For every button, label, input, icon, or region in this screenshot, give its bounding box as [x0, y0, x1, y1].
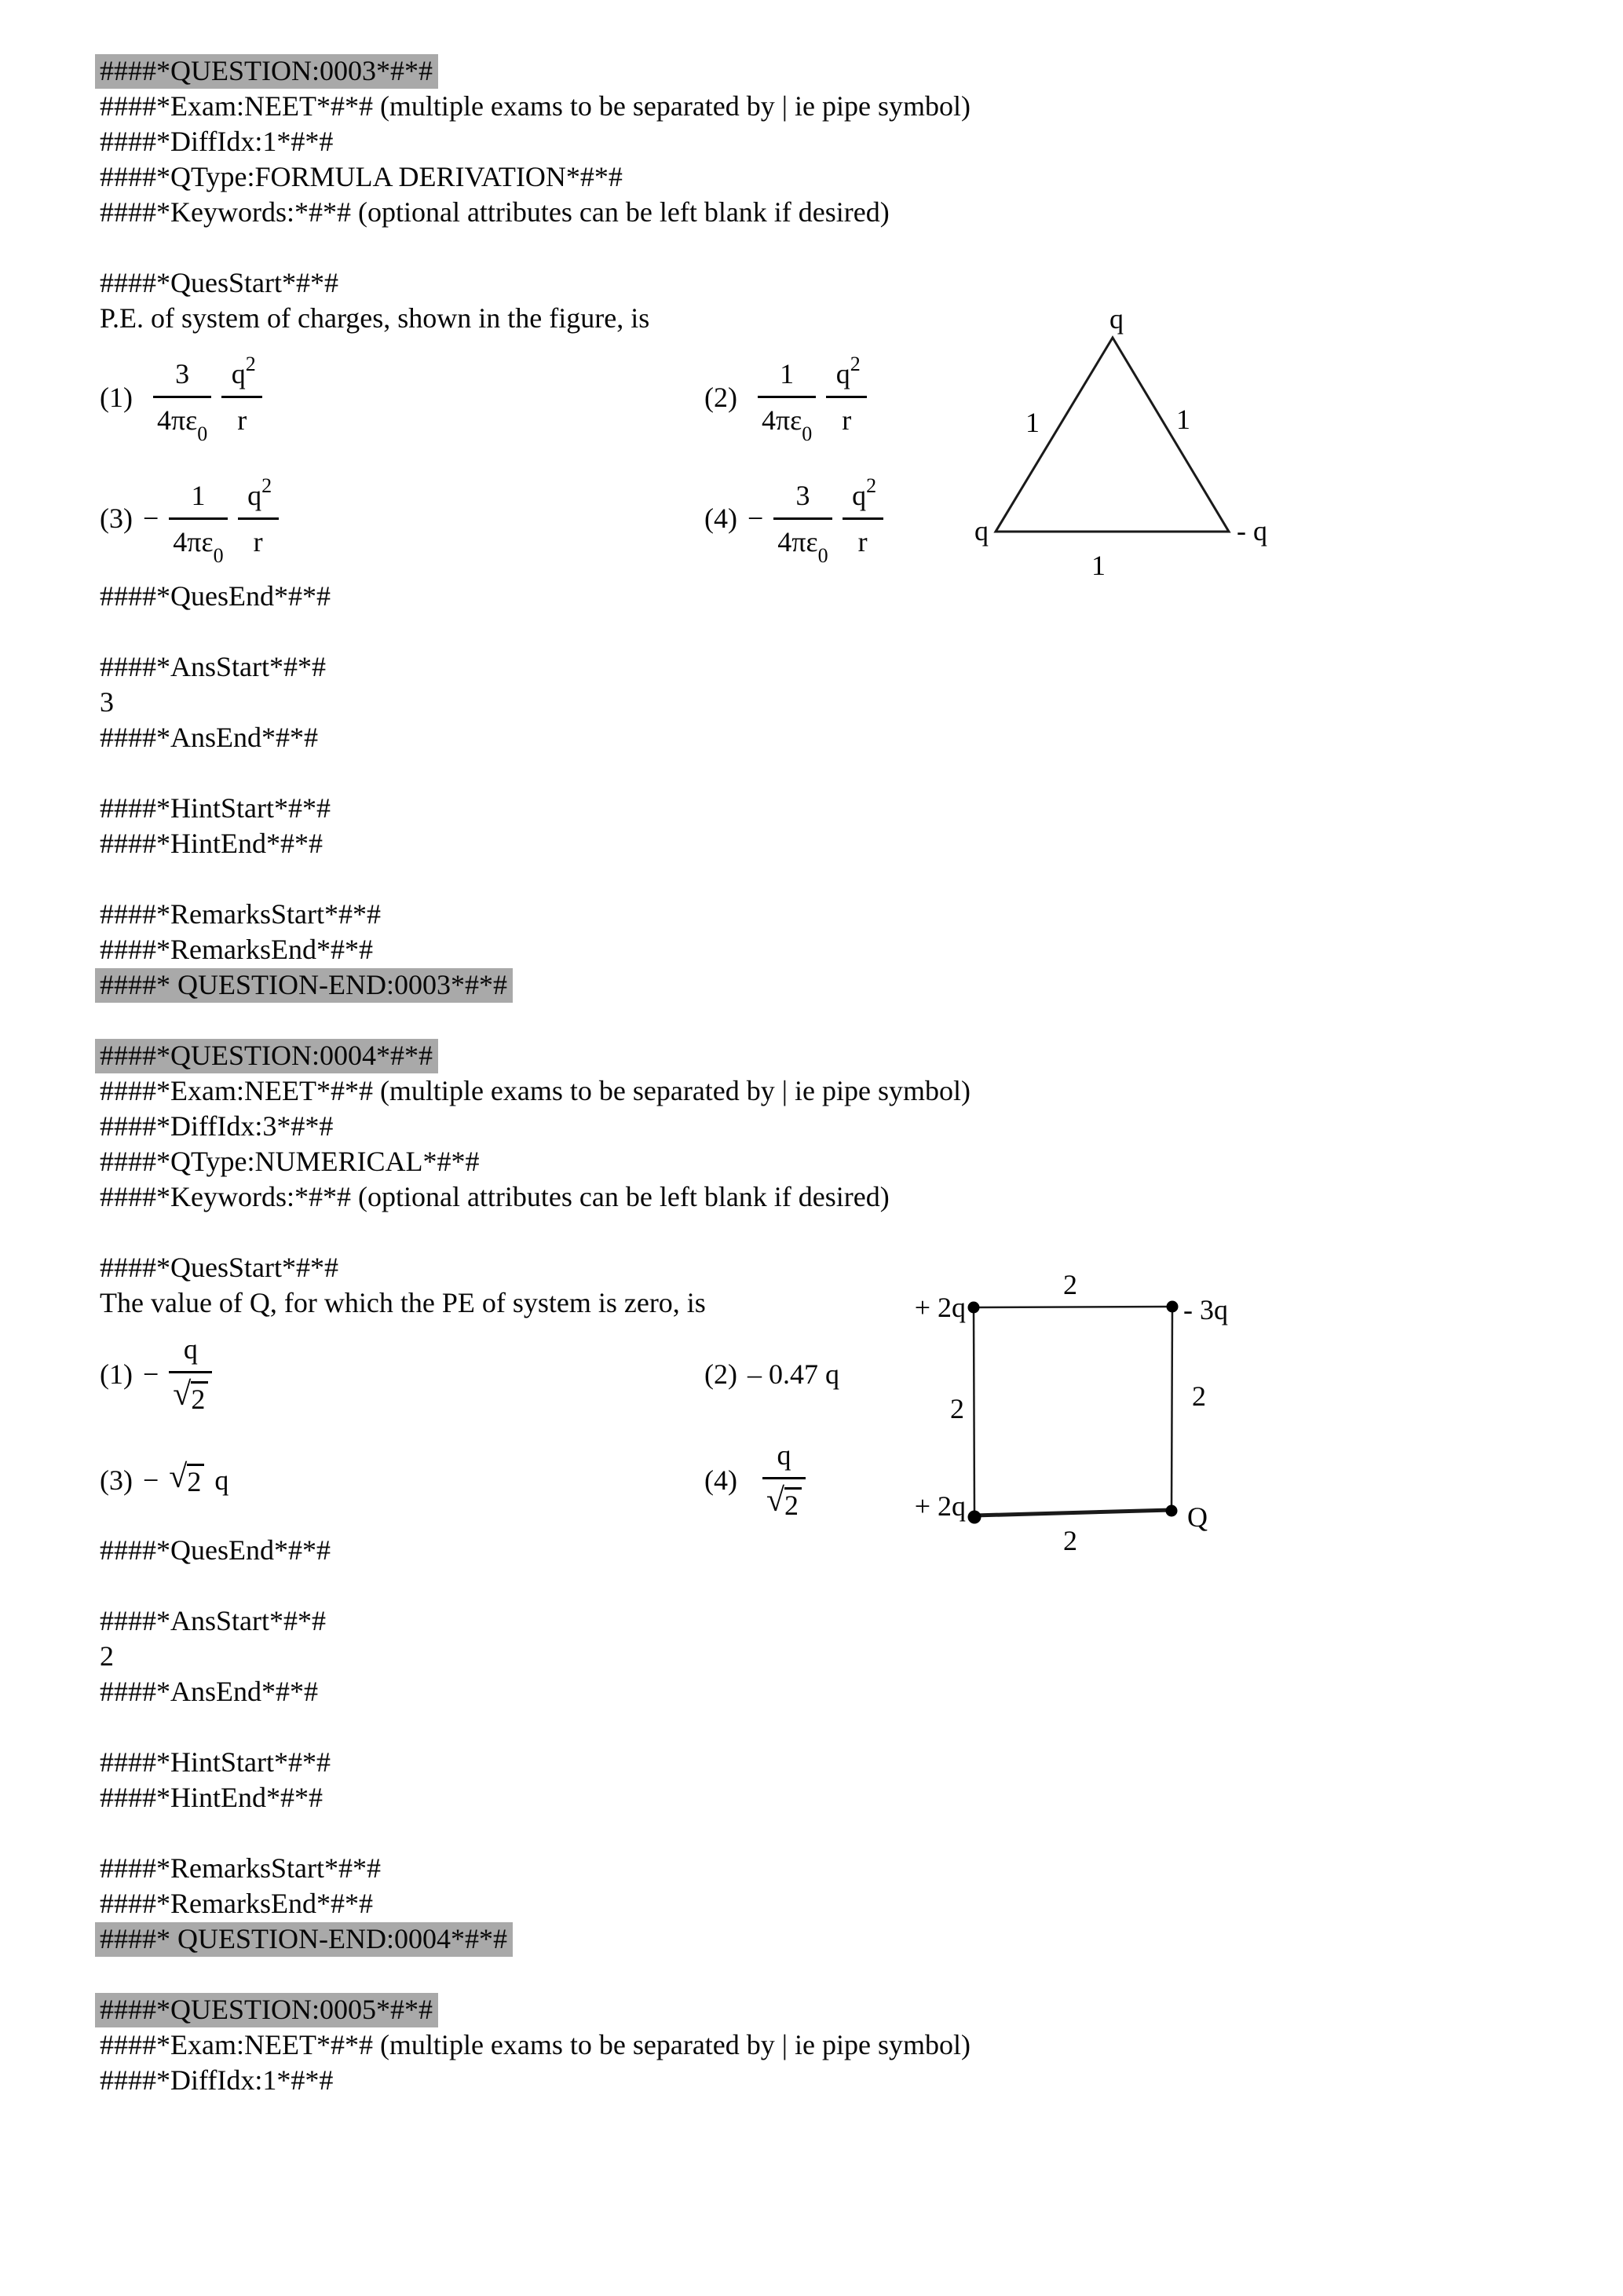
radicand: 2	[187, 1464, 204, 1496]
fraction-numerator: q	[183, 1333, 198, 1365]
q4-qtype-line: ####*QType:NUMERICAL*#*#	[100, 1146, 480, 1177]
fraction-denominator: r	[842, 404, 852, 436]
q-over-sqrt2-fraction	[169, 1335, 212, 1413]
q4-options-row-2	[100, 1427, 885, 1533]
charge-symbol: q	[835, 358, 850, 389]
blank-line	[100, 614, 885, 649]
q3-ansstart-line: ####*AnsStart*#*#	[100, 651, 326, 682]
q4-ansend-line: ####*AnsEnd*#*#	[100, 1676, 318, 1707]
radical-sign: √	[169, 1459, 188, 1495]
triangle-left-side-length: 1	[1025, 407, 1040, 438]
blank-line	[100, 861, 885, 897]
q3-remarksend-line: ####*RemarksEnd*#*#	[100, 934, 373, 965]
corner-dot-bottom-left	[968, 1511, 981, 1524]
q3-options-row-2	[100, 458, 885, 579]
fraction-denominator	[169, 1373, 212, 1413]
radical-sign: √	[173, 1376, 192, 1413]
q4-header-marker: ####*QUESTION:0004*#*#	[95, 1039, 438, 1073]
blank-line	[100, 1215, 885, 1250]
fraction-denominator	[773, 520, 832, 567]
fraction-denominator: r	[237, 404, 247, 436]
option-label: (1)	[100, 1358, 133, 1390]
q4-option-2	[704, 1321, 839, 1427]
q3-exam-line: ####*Exam:NEET*#*# (multiple exams to be separated by | ie pipe symbol)	[100, 90, 971, 122]
q3-keywords-line: ####*Keywords:*#*# (optional attributes can be left blank if desired)	[100, 196, 890, 228]
blank-line	[100, 1709, 885, 1745]
epsilon-term: 4πε	[156, 404, 198, 436]
q4-option-3	[100, 1459, 229, 1497]
q4-option-1	[100, 1335, 212, 1413]
fraction-denominator	[758, 398, 816, 445]
q3-remarksstart-line: ####*RemarksStart*#*#	[100, 898, 381, 930]
q4-answer-value: 2	[100, 1640, 114, 1672]
charge-exponent: 2	[866, 473, 877, 497]
charge-fraction	[238, 473, 279, 558]
q3-option-3	[100, 473, 279, 567]
square-tl-charge-label: + 2q	[914, 1292, 966, 1323]
q3-quesend-line: ####*QuesEnd*#*#	[100, 580, 331, 612]
option-label: (4)	[704, 1464, 737, 1496]
q4-question-text: The value of Q, for which the PE of system is zero, is	[100, 1287, 706, 1318]
q3-ansend-line: ####*AnsEnd*#*#	[100, 722, 318, 753]
fraction-numerator	[832, 353, 861, 396]
blank-line	[100, 1815, 885, 1851]
option-label: (4)	[704, 503, 737, 534]
blank-line	[100, 1003, 885, 1038]
fraction-numerator: 1	[780, 358, 795, 389]
square-bl-charge-label: + 2q	[914, 1490, 966, 1522]
option-label: (2)	[704, 1358, 737, 1390]
q5-header-line	[100, 1992, 885, 2027]
triangle-right-charge-label: - q	[1237, 515, 1267, 547]
triangle-apex-charge-label: q	[1109, 303, 1124, 335]
q3-header-marker: ####*QUESTION:0003*#*#	[95, 54, 438, 89]
q5-diffidx-line: ####*DiffIdx:1*#*#	[100, 2064, 334, 2096]
square-left-side-length: 2	[950, 1393, 964, 1424]
option-label: (3)	[100, 1464, 133, 1496]
fraction-numerator: 1	[191, 479, 206, 511]
corner-dot-bottom-right	[1166, 1505, 1178, 1517]
option-sign: −	[142, 1464, 159, 1496]
q3-question-text: P.E. of system of charges, shown in the figure, is	[100, 302, 650, 334]
q3-hintend-line: ####*HintEnd*#*#	[100, 828, 323, 859]
q3-option-2	[704, 336, 867, 458]
charge-symbol: q	[231, 358, 246, 389]
sqrt-expression	[169, 1459, 204, 1497]
corner-dot-top-right	[1167, 1301, 1179, 1313]
charge-symbol: q	[852, 479, 867, 511]
triangle-right-side-length: 1	[1176, 404, 1190, 435]
option-label: (1)	[100, 381, 133, 413]
coulomb-fraction	[153, 358, 211, 445]
q3-quesstart-line: ####*QuesStart*#*#	[100, 267, 338, 298]
option-sign: −	[142, 1358, 159, 1390]
q3-option-1	[100, 353, 262, 445]
triangle-bottom-side-length: 1	[1091, 550, 1106, 581]
q4-questionend-line	[100, 1921, 885, 1957]
coulomb-fraction	[758, 358, 816, 445]
option-label: (3)	[100, 503, 133, 534]
fraction-numerator: 3	[175, 358, 190, 389]
epsilon-term: 4πε	[777, 525, 818, 558]
q3-questionend-line	[100, 967, 885, 1003]
q3-diffidx-line: ####*DiffIdx:1*#*#	[100, 126, 334, 157]
square-top-side-length: 2	[1063, 1269, 1077, 1300]
option-value: – 0.47 q	[747, 1358, 839, 1390]
q4-header-line	[100, 1038, 885, 1073]
q3-figure-triangle	[966, 298, 1296, 589]
q4-hintstart-line: ####*HintStart*#*#	[100, 1746, 331, 1778]
triangle-left-charge-label: q	[974, 515, 989, 547]
fraction-denominator	[153, 398, 211, 445]
option-sign: −	[747, 503, 764, 534]
radicand: 2	[191, 1381, 208, 1413]
option-tail: q	[214, 1464, 229, 1496]
q3-header-line	[100, 53, 885, 89]
square-bottom-side-length: 2	[1063, 1525, 1077, 1556]
square-tr-charge-label: - 3q	[1183, 1294, 1228, 1325]
q4-remarksstart-line: ####*RemarksStart*#*#	[100, 1852, 381, 1884]
blank-line	[100, 1957, 885, 1992]
sqrt-expression	[766, 1482, 802, 1521]
charge-symbol: q	[247, 479, 262, 511]
coulomb-fraction	[169, 479, 227, 567]
q4-diffidx-line: ####*DiffIdx:3*#*#	[100, 1110, 334, 1142]
option-label: (2)	[704, 381, 737, 413]
fraction-numerator	[243, 473, 272, 517]
q4-hintend-line: ####*HintEnd*#*#	[100, 1782, 323, 1813]
square-right-side-length: 2	[1192, 1380, 1206, 1412]
fraction-denominator: r	[253, 525, 263, 558]
q3-qtype-line: ####*QType:FORMULA DERIVATION*#*#	[100, 161, 623, 192]
epsilon-subscript: 0	[802, 422, 813, 445]
charge-fraction	[826, 353, 867, 436]
q4-keywords-line: ####*Keywords:*#*# (optional attributes can be left blank if desired)	[100, 1181, 890, 1212]
q3-options-row-1	[100, 336, 885, 458]
square-bottom-edge	[974, 1510, 1172, 1515]
q4-figure-square	[895, 1256, 1288, 1570]
blank-line	[100, 1568, 885, 1603]
radical-sign: √	[766, 1482, 785, 1519]
q3-option-4	[704, 458, 883, 579]
fraction-numerator: 3	[795, 479, 810, 511]
blank-line	[100, 230, 885, 265]
charge-exponent: 2	[850, 353, 861, 375]
epsilon-term: 4πε	[173, 525, 214, 558]
coulomb-fraction	[773, 479, 832, 567]
q4-option-4	[704, 1427, 806, 1533]
epsilon-subscript: 0	[197, 422, 208, 445]
q5-exam-line: ####*Exam:NEET*#*# (multiple exams to be separated by | ie pipe symbol)	[100, 2029, 971, 2060]
fraction-denominator	[169, 520, 227, 567]
q4-ansstart-line: ####*AnsStart*#*#	[100, 1605, 326, 1636]
q3-answer-value: 3	[100, 686, 114, 718]
sqrt-expression	[173, 1376, 208, 1415]
blank-line	[100, 755, 885, 791]
q4-exam-line: ####*Exam:NEET*#*# (multiple exams to be separated by | ie pipe symbol)	[100, 1075, 971, 1106]
document-text-flow	[100, 53, 971, 2098]
charge-fraction	[843, 473, 883, 558]
epsilon-term: 4πε	[761, 404, 802, 436]
charge-exponent: 2	[245, 353, 256, 375]
q4-remarksend-line: ####*RemarksEnd*#*#	[100, 1888, 373, 1919]
q4-quesstart-line: ####*QuesStart*#*#	[100, 1252, 338, 1283]
fraction-numerator	[228, 353, 257, 396]
radicand: 2	[784, 1487, 802, 1519]
epsilon-subscript: 0	[213, 543, 224, 567]
corner-dot-top-left	[968, 1302, 980, 1314]
q5-header-marker: ####*QUESTION:0005*#*#	[95, 1993, 438, 2027]
q4-options-row-1	[100, 1321, 885, 1427]
charge-exponent: 2	[261, 473, 272, 497]
q4-quesend-line: ####*QuesEnd*#*#	[100, 1534, 331, 1566]
fraction-denominator: r	[857, 525, 868, 558]
q3-questionend-marker: ####* QUESTION-END:0003*#*#	[95, 968, 513, 1003]
fraction-denominator	[762, 1479, 806, 1519]
square-br-charge-label: Q	[1187, 1501, 1208, 1533]
q-over-sqrt2-fraction	[762, 1441, 806, 1519]
q4-questionend-marker: ####* QUESTION-END:0004*#*#	[95, 1922, 513, 1957]
option-sign: −	[142, 503, 159, 534]
q3-hintstart-line: ####*HintStart*#*#	[100, 792, 331, 824]
fraction-numerator: q	[777, 1439, 791, 1471]
charge-fraction	[221, 353, 262, 436]
epsilon-subscript: 0	[817, 543, 828, 567]
fraction-numerator	[848, 473, 877, 517]
